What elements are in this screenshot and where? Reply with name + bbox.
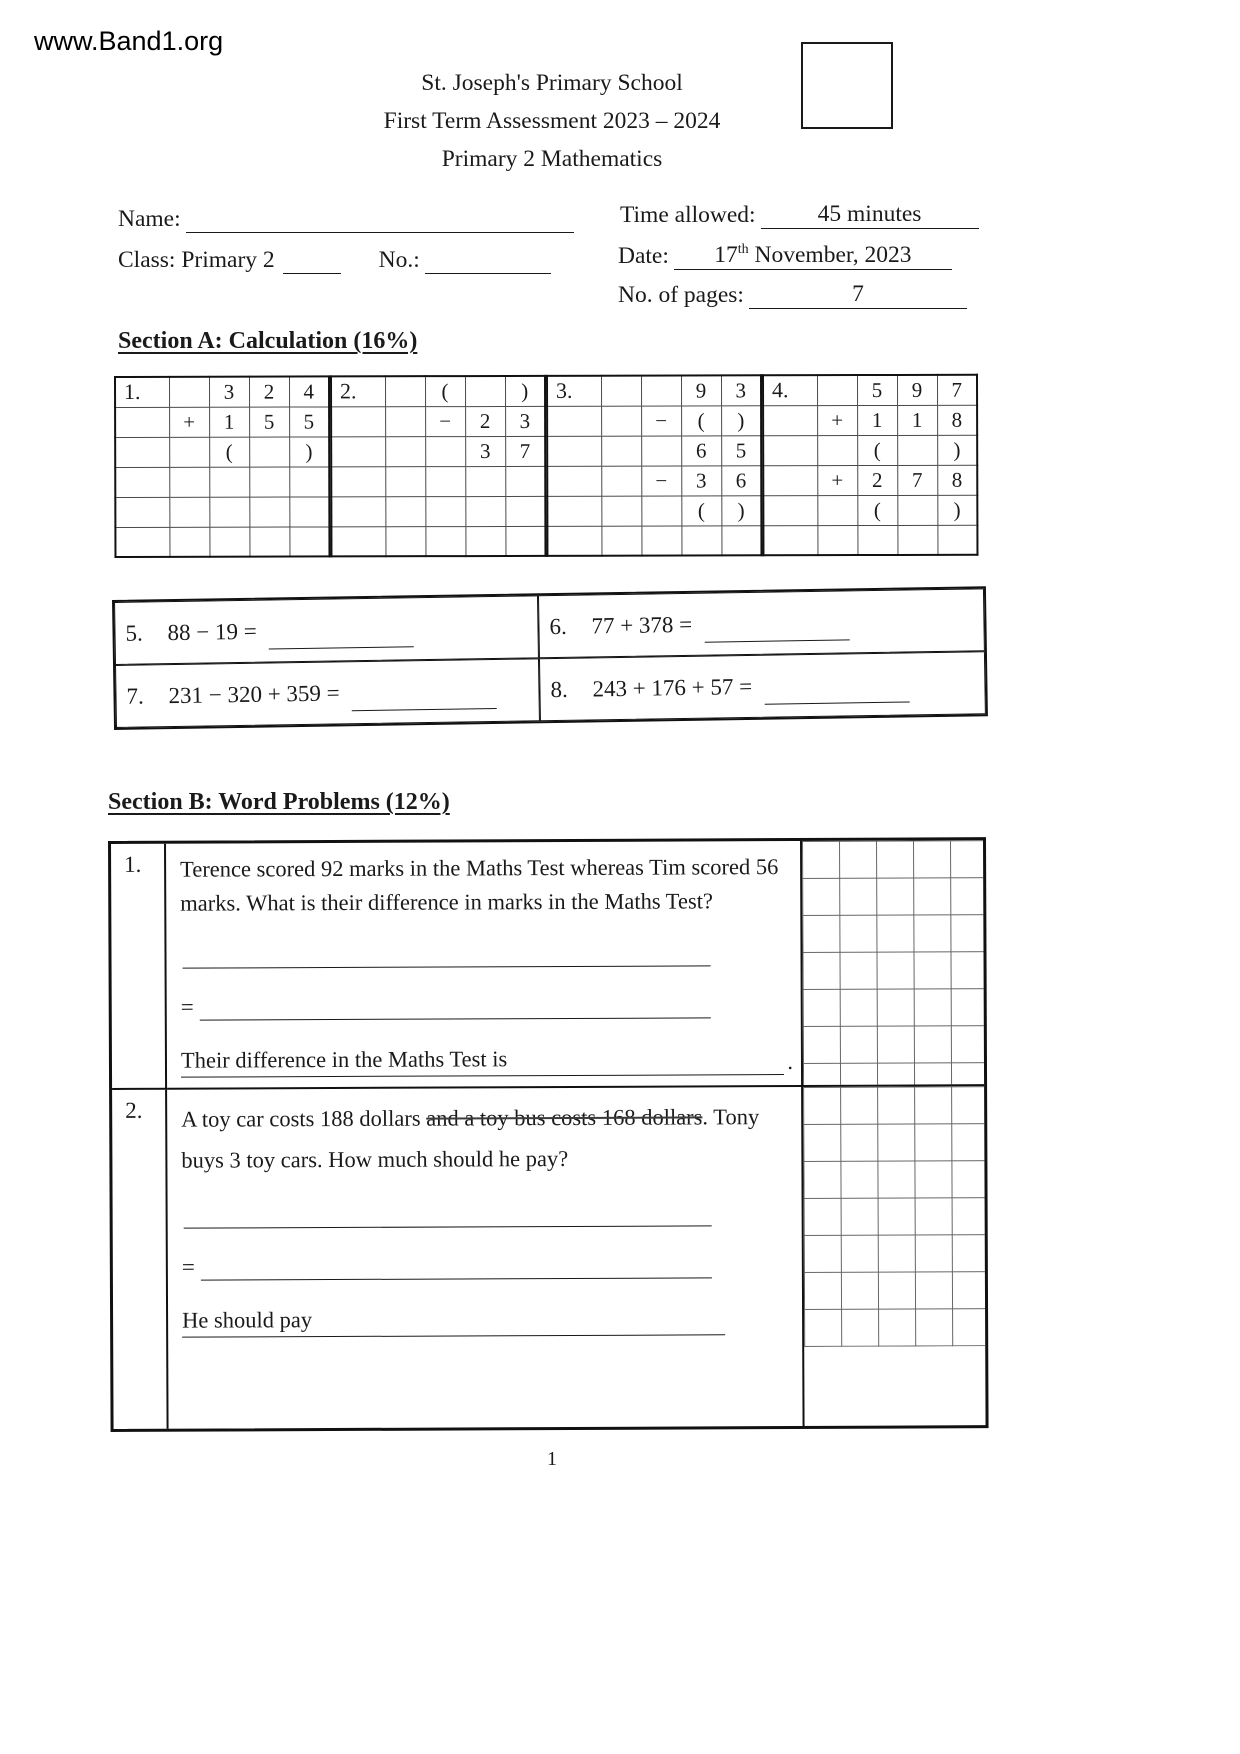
calc-cell [169,527,209,557]
calc-cell [209,527,249,557]
calc-cell: 7 [505,436,545,466]
calc-cell [385,406,425,436]
calc-block-3 [546,374,762,557]
calc-cell [547,496,601,526]
answer-blank [352,683,497,711]
calc-cell [169,377,209,407]
calc-cell: − [425,406,465,436]
calc-cell [249,527,289,557]
problem-number: 8. [550,676,568,702]
date-rest: November, 2023 [748,242,912,268]
calc-row [547,465,761,496]
calc-cell: + [169,407,209,437]
calc-cell [547,526,601,556]
calc-cell [289,526,329,556]
class-field [118,246,551,274]
answer-prefix: He should pay [182,1307,313,1333]
calc-cell [385,376,425,406]
name-blank [186,205,574,233]
question-text: . Tony buys 3 toy cars. How much should he pay? [181,1104,760,1173]
calc-cell: 4 [289,376,329,406]
calc-row [115,376,329,407]
calc-cell [505,526,545,556]
short-problem [115,658,540,728]
calc-row [115,526,329,557]
calc-cell: 2 [249,377,289,407]
calc-cell: + [817,405,857,435]
problem-number: 6. [549,613,567,639]
calc-cell [547,406,601,436]
name-field [118,205,574,233]
calc-cell [465,376,505,406]
equals-sign: = [180,994,194,1020]
calc-cell [249,467,289,497]
calc-cell: ) [505,376,545,406]
calc-row [547,435,761,466]
calc-cell [115,437,169,467]
calc-cell: 6 [721,465,761,495]
calc-cell [601,496,641,526]
calc-cell [817,375,857,405]
number-blank [425,246,551,274]
calc-cell [601,526,641,556]
pages-field [618,281,967,309]
calc-cell: 3 [505,406,545,436]
calc-cell [641,526,681,556]
calc-row [115,406,329,437]
calc-cell: 9 [681,375,721,405]
calc-cell: 2. [331,376,385,406]
calc-block-2 [330,375,546,558]
calc-cell [897,495,937,525]
calc-row [115,466,329,497]
struck-text: and a toy bus costs 168 dollars [426,1104,703,1131]
calc-block-4 [762,374,978,557]
calc-cell: 4. [763,375,817,405]
pages-label: No. of pages: [618,282,744,308]
calc-cell [209,467,249,497]
calc-cell: 3. [547,376,601,406]
calc-row [331,376,545,407]
calc-cell: 1 [897,405,937,435]
calc-cell: 1 [857,405,897,435]
calc-cell: + [817,465,857,495]
school-name: St. Joseph's Primary School [421,70,683,96]
calc-cell: ) [937,435,977,465]
problem-number: 1. [124,851,142,877]
class-blank [283,246,341,274]
calc-cell [763,495,817,525]
calc-cell: ) [721,495,761,525]
calc-cell [115,467,169,497]
calc-cell [817,435,857,465]
calc-row [331,526,545,557]
calc-cell: 3 [681,465,721,495]
calc-cell [331,406,385,436]
short-problem [539,651,986,721]
answer-line [182,1305,725,1337]
problem-expression: 243 + 176 + 57 = [592,673,753,701]
calc-cell [425,466,465,496]
problem-expression: 77 + 378 = [591,611,693,638]
time-allowed-blank [761,201,979,229]
calc-row [763,435,977,466]
calc-cell: 8 [937,465,977,495]
working-grid [802,840,984,1085]
calc-cell [169,467,209,497]
calc-cell: ( [425,376,465,406]
word-problem-content [166,841,803,1090]
calc-cell: 2 [857,465,897,495]
calc-cell [897,525,937,555]
date-blank [674,242,952,270]
equals-blank [201,1252,712,1280]
section-a-title: Section A: Calculation (16%) [118,328,418,354]
calc-cell: ( [681,405,721,435]
calc-cell [115,497,169,527]
calc-cell [331,466,385,496]
calc-cell: 5 [249,407,289,437]
name-label: Name: [118,206,181,232]
calc-cell [721,525,761,555]
watermark: www.Band1.org [34,26,224,56]
calc-row [763,525,977,556]
calc-cell [641,436,681,466]
calc-cell: 9 [897,375,937,405]
calc-cell: 1. [115,377,169,407]
calc-cell: ) [937,495,977,525]
calc-cell [385,436,425,466]
calc-cell: 1 [209,407,249,437]
calc-cell [857,525,897,555]
calc-cell: ( [681,495,721,525]
calc-cell: 5 [857,375,897,405]
calc-row [547,525,761,556]
calc-cell [547,466,601,496]
calc-row [547,405,761,436]
answer-sentence [181,1045,793,1078]
calc-cell [385,496,425,526]
calc-row [331,406,545,437]
calc-grid [114,374,978,558]
word-problem-content [167,1087,804,1429]
date-value [714,242,911,268]
calc-cell [331,526,385,556]
calc-cell [505,496,545,526]
calc-cell: 5 [721,435,761,465]
calc-cell: 3 [721,375,761,405]
calc-cell: 2 [465,406,505,436]
word-problems-table [108,837,989,1432]
number-label: No.: [378,247,420,273]
calc-cell [425,526,465,556]
calc-cell [937,525,977,555]
calc-cell [641,496,681,526]
calc-row [547,495,761,526]
problem-number: 7. [126,683,144,709]
calc-cell [289,496,329,526]
calc-row [763,495,977,526]
calc-cell [169,437,209,467]
word-problem-number-cell [111,844,167,1090]
calc-cell [505,466,545,496]
calc-cell [465,526,505,556]
equals-blank [200,992,711,1020]
calc-cell [385,466,425,496]
calc-cell [763,465,817,495]
calc-row [115,436,329,467]
calc-cell: ( [857,495,897,525]
calc-cell: ) [289,436,329,466]
answer-suffix: . [787,1049,794,1075]
date-field [618,242,952,270]
answer-sentence [182,1305,794,1338]
short-problem [538,588,985,658]
problem-question [181,1096,793,1181]
calc-cell [763,435,817,465]
subject-title: Primary 2 Mathematics [441,146,663,172]
calc-cell [547,436,601,466]
problem-question [180,850,792,921]
calc-cell [425,496,465,526]
problem-expression: 88 − 19 = [167,618,257,645]
short-problems [112,586,988,730]
calc-cell: ( [857,435,897,465]
question-text: A toy car costs 188 dollars [181,1105,427,1132]
calc-cell: 5 [289,406,329,436]
calc-cell [465,496,505,526]
calc-cell: ) [721,405,761,435]
problem-number: 2. [125,1097,143,1123]
calc-cell: 3 [209,377,249,407]
exam-header [0,64,1104,178]
problem-number: 5. [125,620,143,646]
calc-cell [115,407,169,437]
calc-cell [763,405,817,435]
calc-cell [897,435,937,465]
calc-cell [641,376,681,406]
page-number: 1 [547,1448,557,1470]
working-grid-cell [802,840,984,1087]
question-text: Terence scored 92 marks in the Maths Test whereas Tim scored 56 marks. What is their difference in marks in the Maths Test? [180,854,779,916]
calc-cell [331,436,385,466]
calc-row [331,466,545,497]
working-grid [803,1086,985,1347]
calc-cell [601,376,641,406]
answer-blank [269,621,414,649]
section-b-title: Section B: Word Problems (12%) [108,789,450,815]
working-grid-cell [803,1086,985,1426]
word-problem-number-cell [112,1090,168,1429]
calc-row [115,496,329,527]
calc-cell: ( [209,437,249,467]
calc-row [763,375,977,406]
calc-cell [763,525,817,555]
calc-cell: − [641,406,681,436]
answer-prefix: Their difference in the Maths Test is [180,1046,508,1073]
calc-cell [209,497,249,527]
calc-row [763,465,977,496]
time-allowed-field [620,201,979,229]
assessment-title: First Term Assessment 2023 – 2024 [383,108,721,134]
calc-cell [601,406,641,436]
calc-cell: 3 [465,436,505,466]
date-day: 17 [714,242,738,268]
pages-blank [749,281,967,309]
calc-row [331,436,545,467]
calc-cell: − [641,466,681,496]
calc-cell [289,466,329,496]
problem-expression: 231 − 320 + 359 = [168,679,340,708]
calc-cell [385,526,425,556]
calc-cell [115,527,169,557]
calc-cell [465,466,505,496]
time-allowed-label: Time allowed: [620,202,756,228]
calc-cell [817,495,857,525]
calc-cell: 8 [937,405,977,435]
date-label: Date: [618,243,669,269]
calc-cell: 6 [681,435,721,465]
calc-cell [817,525,857,555]
calc-cell: 7 [937,375,977,405]
calc-block-1 [114,375,330,558]
equals-line [182,1252,712,1280]
calc-cell [601,466,641,496]
class-label: Class: Primary 2 [118,247,275,273]
equals-sign: = [181,1254,195,1280]
working-line [183,962,711,968]
calc-row [763,405,977,436]
equals-line [181,992,711,1020]
calc-cell [425,436,465,466]
calc-cell [249,437,289,467]
calc-cell: 7 [897,465,937,495]
short-problem [114,595,539,665]
time-allowed-value: 45 minutes [817,201,922,227]
working-line [184,1222,712,1228]
calc-row [547,375,761,406]
pages-value: 7 [852,281,864,307]
calc-cell [169,497,209,527]
answer-blank [704,614,849,642]
calc-cell [249,497,289,527]
answer-line [181,1045,785,1078]
answer-blank [764,676,909,704]
calc-cell [601,436,641,466]
calc-cell [331,496,385,526]
calc-cell [681,525,721,555]
date-ordinal: th [737,242,749,258]
calc-row [331,496,545,527]
